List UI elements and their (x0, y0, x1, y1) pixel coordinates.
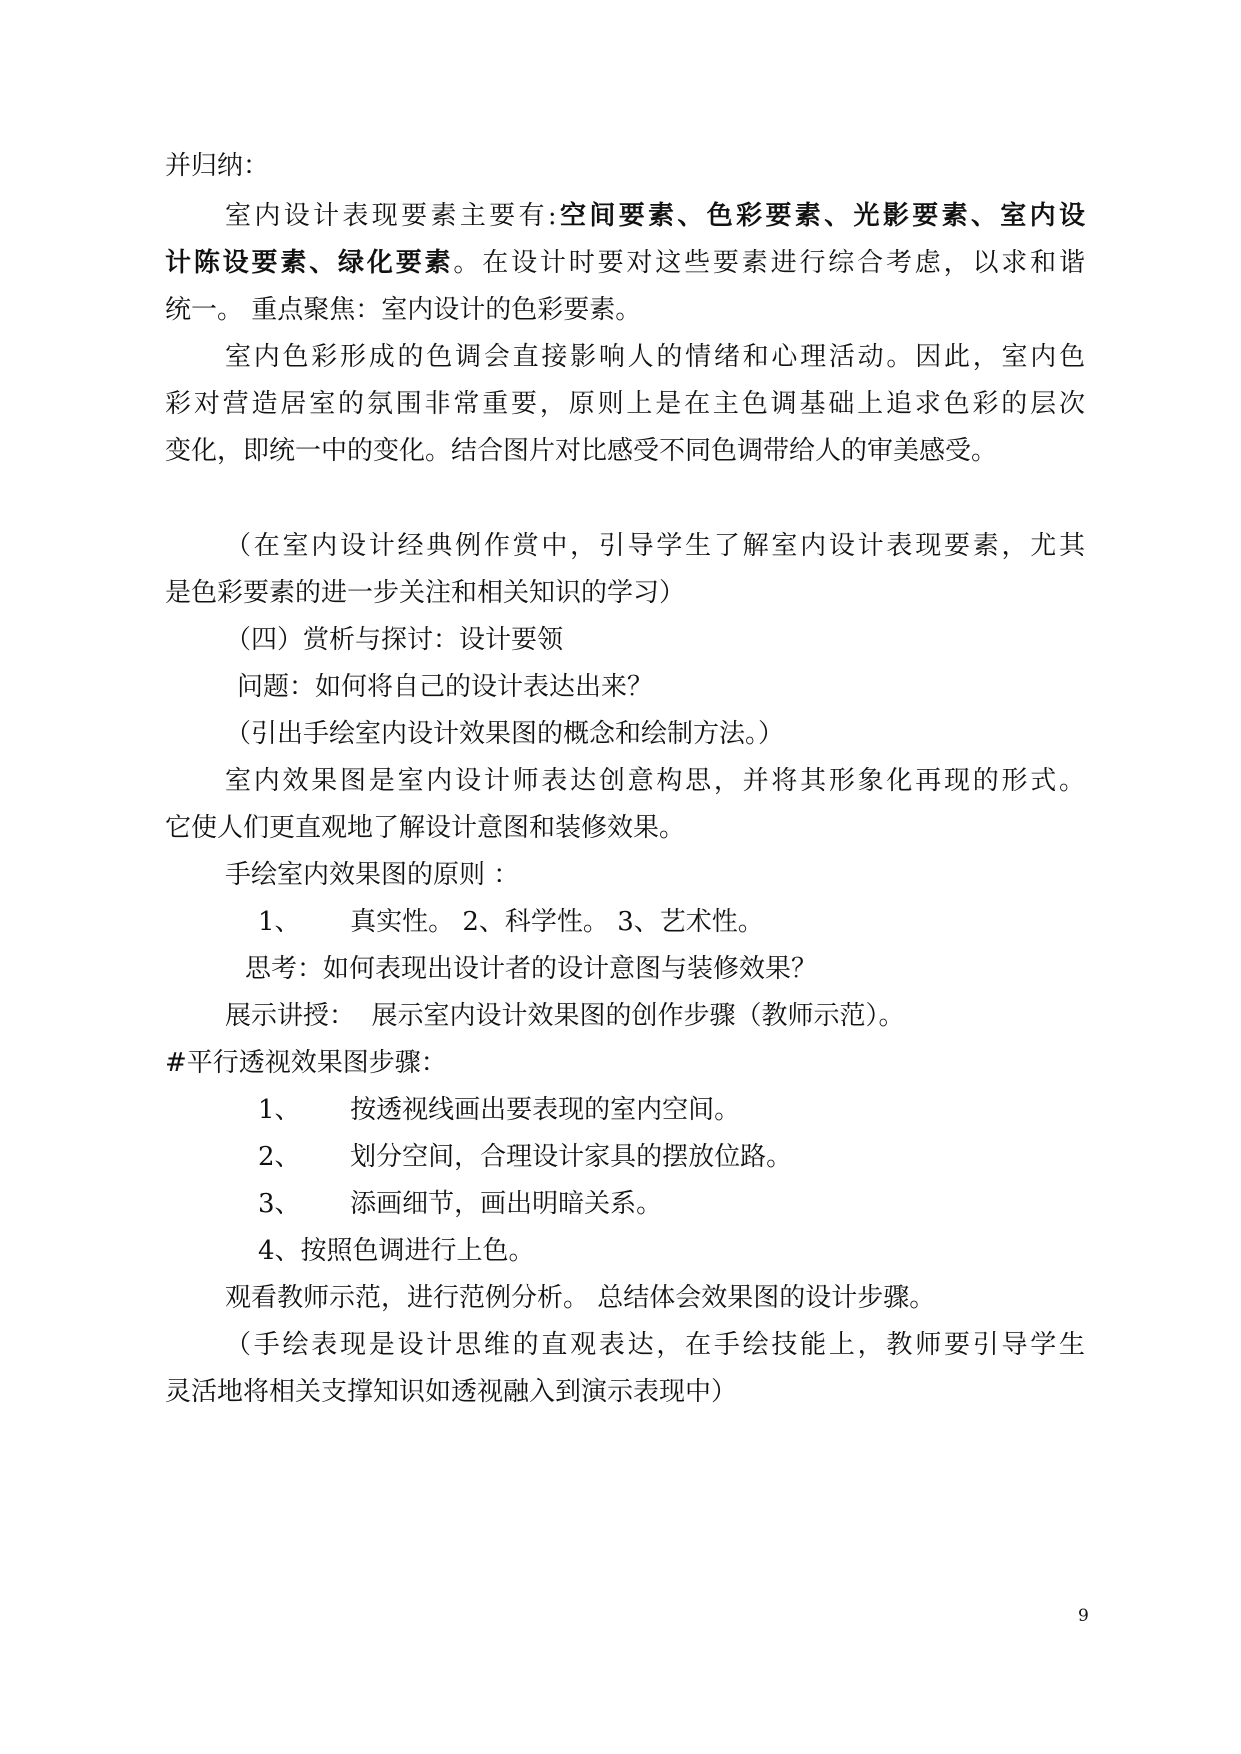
text-line: 统一。 重点聚焦：室内设计的色彩要素。 (165, 295, 642, 325)
list-item: 4、按照色调进行上色。 (258, 1236, 535, 1266)
text-line: 灵活地将相关支撑知识如透视融入到演示表现中） (165, 1377, 738, 1407)
text-line: 并归纳： (165, 151, 270, 181)
elements-bold-1: 空间要素、色彩要素、光影要素、室内设 (556, 201, 1085, 231)
elements-rest: 。在设计时要对这些要素进行综合考虑，以求和谐 (453, 248, 1085, 278)
list-item: 3、 添画细节，画出明暗关系。 (258, 1189, 663, 1219)
list-item: 1、 按透视线画出要表现的室内空间。 (258, 1095, 741, 1125)
elements-line-2 (165, 245, 1085, 281)
text-line: 变化，即统一中的变化。结合图片对比感受不同色调带给人的审美感受。 (165, 436, 998, 466)
text-line: 展示讲授： 展示室内设计效果图的创作步骤（教师示范）。 (225, 1001, 905, 1031)
text-line: 观看教师示范，进行范例分析。 总结体会效果图的设计步骤。 (225, 1283, 936, 1313)
text-line: 室内色彩形成的色调会直接影响人的情绪和心理活动。因此，室内色 (225, 342, 1085, 372)
page-number: 9 (1078, 1606, 1089, 1626)
steps-heading: #平行透视效果图步骤： (165, 1048, 447, 1078)
text-line: 彩对营造居室的氛围非常重要，原则上是在主色调基础上追求色彩的层次 (165, 389, 1085, 419)
text-line: 手绘室内效果图的原则 ： (225, 860, 520, 890)
text-line: （手绘表现是设计思维的直观表达，在手绘技能上，教师要引导学生 (225, 1330, 1085, 1360)
text-line: 室内效果图是室内设计师表达创意构思，并将其形象化再现的形式。 (225, 766, 1085, 796)
text-line: 思考：如何表现出设计者的设计意图与装修效果？ (245, 954, 818, 984)
list-item: 2、 划分空间，合理设计家具的摆放位路。 (258, 1142, 793, 1172)
text-line: （在室内设计经典例作赏中，引导学生了解室内设计表现要素，尤其 (225, 531, 1085, 561)
text-line: 它使人们更直观地了解设计意图和装修效果。 (165, 813, 686, 843)
list-item: 1、 真实性。 2、科学性。 3、艺术性。 (258, 907, 764, 937)
text-line: （引出手绘室内设计效果图的概念和绘制方法。） (225, 719, 785, 749)
elements-bold-2: 计陈设要素、绿化要素 (165, 248, 454, 278)
text-line: 问题：如何将自己的设计表达出来？ (237, 672, 654, 702)
elements-intro-line (225, 198, 1085, 234)
elements-intro: 室内设计表现要素主要有: (225, 201, 557, 231)
section-heading: （四）赏析与探讨：设计要领 (225, 625, 564, 655)
text-line: 是色彩要素的进一步关注和相关知识的学习） (165, 578, 686, 608)
